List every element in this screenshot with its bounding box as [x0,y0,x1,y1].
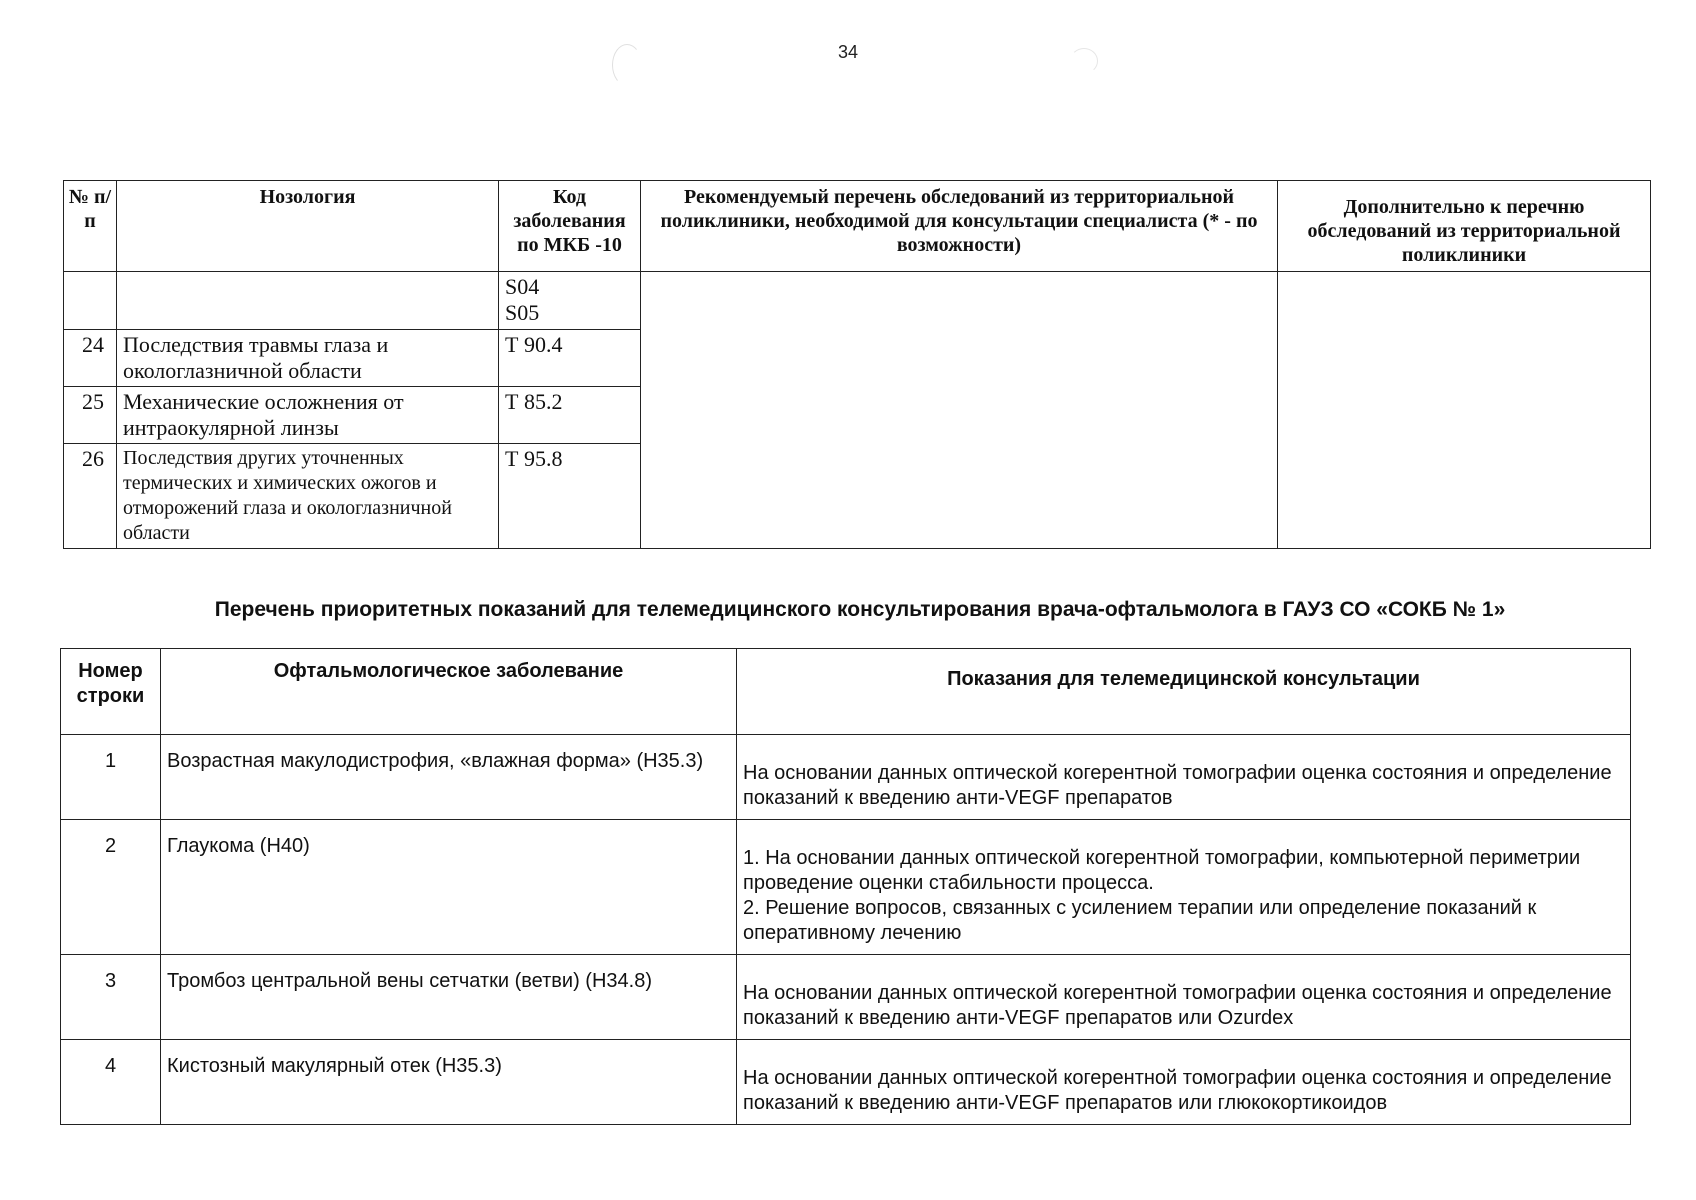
row-number: 2 [61,820,161,955]
header-nosology: Нозология [117,181,499,272]
table-row [61,955,1631,1040]
telemedicine-indications-table [60,648,1631,1125]
indication-text: 1. На основании данных оптической когерентной томографии, компьютерной периметрии проведение оценки стабильности процесса. [743,847,1581,894]
indication-text: На основании данных оптической когерентной томографии оценка состояния и определение показаний к введению анти-VEGF препаратов или Ozurdex [743,982,1612,1029]
page-number: 34 [838,42,859,62]
scan-artifact-left [612,44,642,86]
header-disease: Офтальмологическое заболевание [161,649,737,735]
row-num: 26 [64,444,117,549]
code-value: S04 [505,274,540,299]
row-indications [737,955,1631,1040]
code-value: S05 [505,300,540,325]
examinations-table [63,180,1651,549]
indication-text: 2. Решение вопросов, связанных с усилением терапии или определение показаний к оперативному лечению [743,897,1537,944]
table-row [61,735,1631,820]
indication-text: На основании данных оптической когерентной томографии оценка состояния и определение показаний к введению анти-VEGF препаратов [743,762,1612,809]
row-nosology [117,272,499,330]
code-value: Т 90.4 [505,332,563,357]
table-row [64,272,1651,330]
table-header-row [61,649,1631,735]
row-codes [499,444,641,549]
row-number: 3 [61,955,161,1040]
header-recommended: Рекомендуемый перечень обследований из территориальной поликлиники, необходимой для консультации специалиста (* - по возможности) [641,181,1278,272]
row-nosology: Последствия травмы глаза и окологлазничной области [117,330,499,387]
row-disease: Возрастная макулодистрофия, «влажная форма» (Н35.3) [161,735,737,820]
row-indications [737,1040,1631,1125]
indication-text: На основании данных оптической когерентной томографии оценка состояния и определение показаний к введению анти-VEGF препаратов или глюкокортикоидов [743,1067,1612,1114]
row-num: 24 [64,330,117,387]
row-codes [499,272,641,330]
table-header-row [64,181,1651,272]
scan-artifact-right [1070,48,1098,74]
table-row [61,1040,1631,1125]
row-disease: Глаукома (Н40) [161,820,737,955]
row-nosology: Механические осложнения от интраокулярной линзы [117,387,499,444]
row-number: 4 [61,1040,161,1125]
row-indications [737,735,1631,820]
row-codes [499,387,641,444]
row-number: 1 [61,735,161,820]
code-value: Т 85.2 [505,389,563,414]
row-indications [737,820,1631,955]
row-disease: Тромбоз центральной вены сетчатки (ветви) (Н34.8) [161,955,737,1040]
header-indications: Показания для телемедицинской консультации [737,649,1631,735]
additional-cell [1278,272,1651,549]
section-title: Перечень приоритетных показаний для телемедицинского консультирования врача-офтальмолога в ГАУЗ СО «СОКБ № 1» [214,598,1506,621]
header-code: Код заболевания по МКБ -10 [499,181,641,272]
row-nosology: Последствия других уточненных термических и химических ожогов и отморожений глаза и окологлазничной области [117,444,499,549]
header-num: № п/п [64,181,117,272]
row-codes [499,330,641,387]
table-row [61,820,1631,955]
header-additional: Дополнительно к перечню обследований из территориальной поликлиники [1278,181,1651,272]
row-num [64,272,117,330]
row-disease: Кистозный макулярный отек (Н35.3) [161,1040,737,1125]
recommended-cell [641,272,1278,549]
code-value: Т 95.8 [505,446,563,471]
header-row-number: Номер строки [61,649,161,735]
row-num: 25 [64,387,117,444]
